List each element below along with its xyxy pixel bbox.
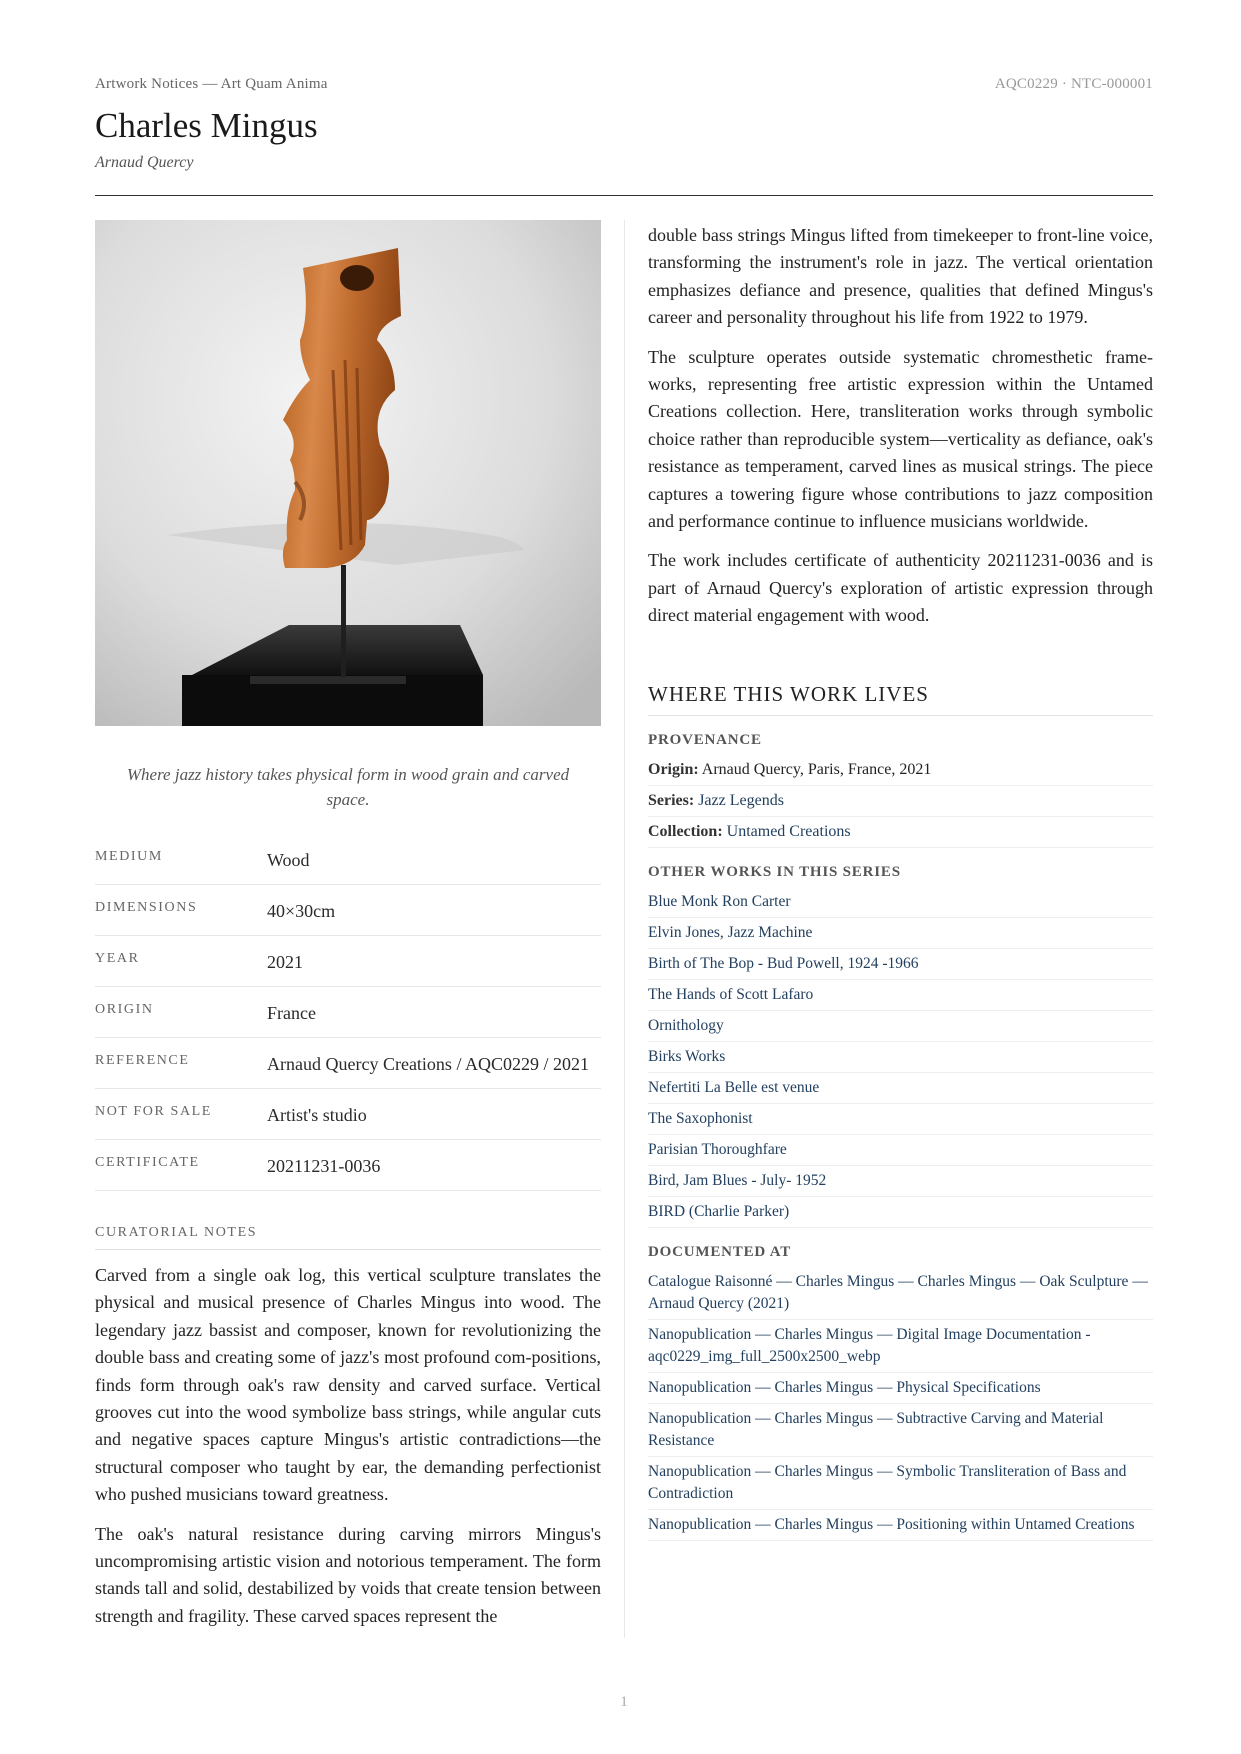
curatorial-notes-label: CURATORIAL NOTES: [95, 1225, 601, 1250]
metadata-value: 40×30cm: [267, 901, 336, 921]
document-page: [95, 0, 1153, 1754]
documented-at-label: DOCUMENTED AT: [648, 1243, 792, 1260]
other-work-link[interactable]: Birth of The Bop - Bud Powell, 1924 -1966: [648, 949, 1153, 980]
page-number: 1: [620, 1694, 628, 1710]
metadata-row-sale-status: [95, 1089, 601, 1140]
provenance-series: [648, 786, 1153, 817]
metadata-key: MEDIUM: [95, 849, 163, 864]
metadata-key: NOT FOR SALE: [95, 1104, 212, 1119]
documentation-link[interactable]: Catalogue Raisonné — Charles Mingus — Charles Mingus — Oak Sculpture — Arnaud Quercy (2021): [648, 1267, 1153, 1320]
artwork-photo: [95, 220, 601, 726]
notes-paragraph: The sculpture operates outside systematic chromesthetic frame-works, representing free artistic expression within the Untamed Creations collection. Here, transliteration works through symbolic choice rather than reproducible system—verticality as defiance, oak's resistance as temperament, carved lines as musical strings. The piece captures a towering figure whose contributions to jazz composition and performance continue to influence musicians worldwide.: [648, 346, 1153, 532]
other-work-link[interactable]: Birks Works: [648, 1042, 1153, 1073]
other-work-link[interactable]: Elvin Jones, Jazz Machine: [648, 918, 1153, 949]
metadata-key: REFERENCE: [95, 1053, 190, 1068]
metadata-value: 20211231-0036: [267, 1156, 381, 1176]
other-work-link[interactable]: Blue Monk Ron Carter: [648, 887, 1153, 918]
notes-paragraph: The work includes certificate of authenticity 20211231-0036 and is part of Arnaud Quercy's exploration of artistic expression through direct material engagement with wood.: [648, 550, 1153, 626]
other-work-link[interactable]: Ornithology: [648, 1011, 1153, 1042]
metadata-value: Artist's studio: [267, 1105, 367, 1125]
artist-name: Arnaud Quercy: [95, 154, 194, 171]
provenance-origin: [648, 755, 1153, 786]
collection-link[interactable]: Untamed Creations: [726, 822, 851, 840]
documentation-link[interactable]: Nanopublication — Charles Mingus — Symbolic Transliteration of Bass and Contradiction: [648, 1457, 1153, 1510]
documentation-link[interactable]: Nanopublication — Charles Mingus — Positioning within Untamed Creations: [648, 1510, 1153, 1541]
documentation-link[interactable]: Nanopublication — Charles Mingus — Physical Specifications: [648, 1373, 1153, 1404]
where-heading: WHERE THIS WORK LIVES: [648, 682, 1153, 716]
metadata-row-certificate: [95, 1140, 601, 1191]
metadata-key: DIMENSIONS: [95, 900, 198, 915]
other-works-label: OTHER WORKS IN THIS SERIES: [648, 863, 901, 880]
reference-code: AQC0229 · NTC-000001: [994, 76, 1153, 92]
metadata-key: ORIGIN: [95, 1002, 154, 1017]
metadata-key: YEAR: [95, 951, 140, 966]
metadata-value: 2021: [267, 952, 303, 972]
other-work-link[interactable]: BIRD (Charlie Parker): [648, 1197, 1153, 1228]
publication-name: Artwork Notices — Art Quam Anima: [95, 76, 328, 92]
documentation-link[interactable]: Nanopublication — Charles Mingus — Subtractive Carving and Material Resistance: [648, 1404, 1153, 1457]
series-link[interactable]: Jazz Legends: [698, 791, 784, 809]
metadata-row-dimensions: [95, 885, 601, 936]
left-column: [95, 220, 601, 1642]
other-work-link[interactable]: The Hands of Scott Lafaro: [648, 980, 1153, 1011]
other-work-link[interactable]: Parisian Thoroughfare: [648, 1135, 1153, 1166]
column-divider: [624, 220, 625, 1638]
series-key: Series:: [648, 791, 695, 809]
other-work-link[interactable]: The Saxophonist: [648, 1104, 1153, 1135]
origin-value: Arnaud Quercy, Paris, France, 2021: [701, 760, 932, 778]
sculpture-image: [95, 220, 601, 726]
figure-caption: Where jazz history takes physical form in wood grain and carved space.: [126, 765, 570, 809]
collection-key: Collection:: [648, 822, 723, 840]
documentation-link[interactable]: Nanopublication — Charles Mingus — Digital Image Documentation - aqc0229_img_full_2500x2500_webp: [648, 1320, 1153, 1373]
artwork-title: Charles Mingus: [95, 106, 318, 145]
metadata-value: Wood: [267, 850, 310, 870]
curatorial-notes-left: [95, 1262, 601, 1630]
notes-paragraph: The oak's natural resistance during carving mirrors Mingus's uncompromising artistic vision and notorious temperament. The form stands tall and solid, destabilized by voids that create tension between strength and fragility. These carved spaces represent the: [95, 1523, 601, 1626]
metadata-value: Arnaud Quercy Creations / AQC0229 / 2021: [267, 1054, 589, 1074]
header-rule: [95, 195, 1153, 196]
provenance-label: PROVENANCE: [648, 731, 762, 748]
metadata-table: [95, 834, 601, 1191]
right-column: [648, 222, 1153, 1541]
metadata-row-medium: [95, 834, 601, 885]
metadata-row-year: [95, 936, 601, 987]
metadata-row-reference: [95, 1038, 601, 1089]
origin-key: Origin:: [648, 760, 699, 778]
notes-paragraph: double bass strings Mingus lifted from timekeeper to front-line voice, transforming the instrument's role in jazz. The vertical orientation emphasizes defiance and presence, qualities that defined Mingus's career and personality throughout his life from 1922 to 1979.: [648, 225, 1153, 328]
other-work-link[interactable]: Nefertiti La Belle est venue: [648, 1073, 1153, 1104]
metadata-key: CERTIFICATE: [95, 1155, 200, 1170]
metadata-row-origin: [95, 987, 601, 1038]
other-work-link[interactable]: Bird, Jam Blues - July- 1952: [648, 1166, 1153, 1197]
provenance-collection: [648, 817, 1153, 848]
notes-paragraph: Carved from a single oak log, this vertical sculpture translates the physical and musical presence of Charles Mingus into wood. The legendary jazz bassist and composer, known for revolutionizing the double bass and creating some of jazz's most profound com-positions, finds form through oak's raw density and carved surface. Vertical grooves cut into the wood symbolize bass strings, while angular cuts and negative spaces capture Mingus's artistic contradictions—the structural composer who taught by ear, the demanding perfectionist who pushed musicians toward greatness.: [95, 1265, 601, 1505]
metadata-value: France: [267, 1003, 316, 1023]
